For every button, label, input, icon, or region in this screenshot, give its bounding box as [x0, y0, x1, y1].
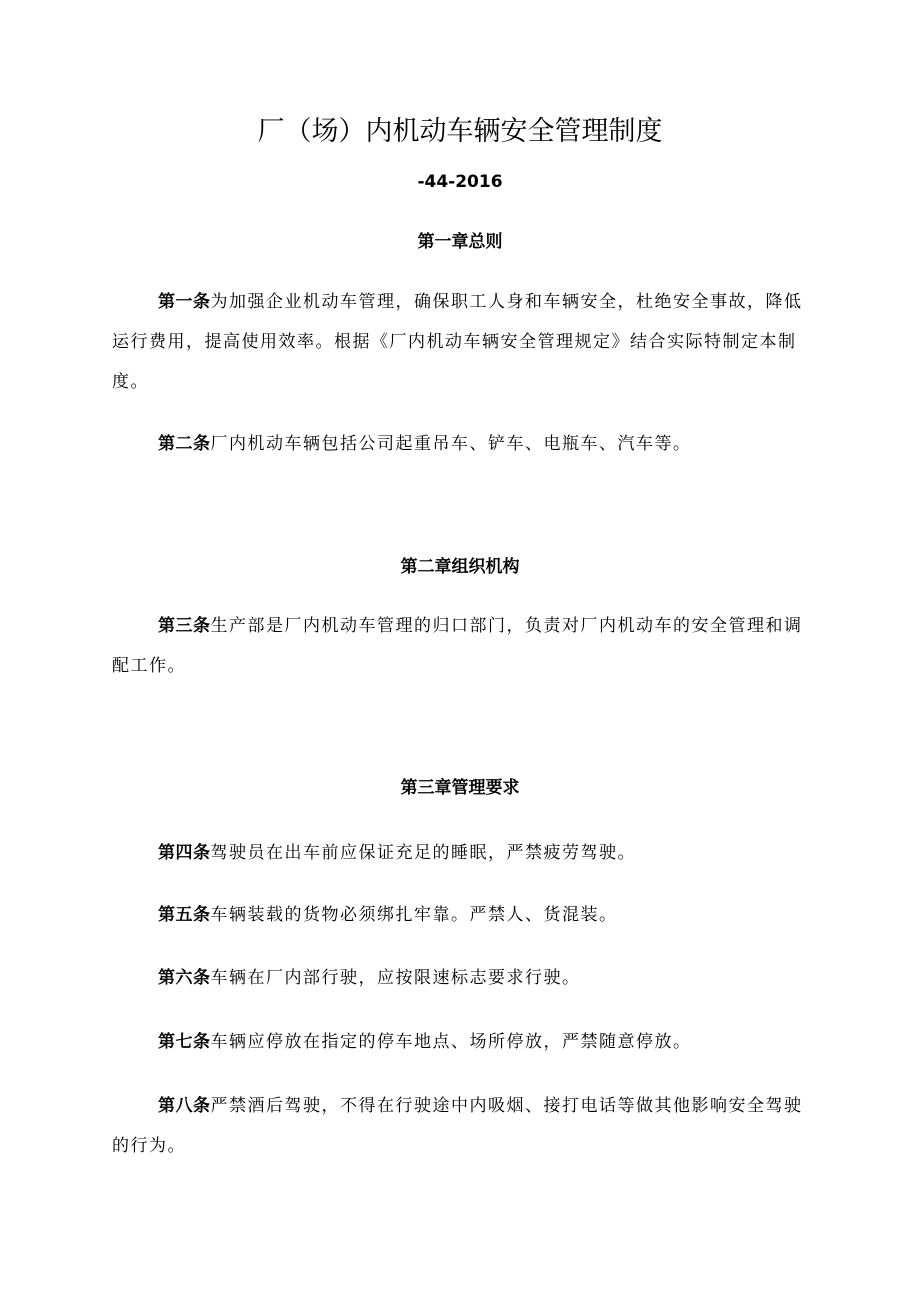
document-number: -44-2016	[417, 172, 503, 192]
chapter-heading: 第二章组织机构	[400, 557, 520, 577]
article-text: 厂内机动车辆包括公司起重吊车、铲车、电瓶车、汽车等。	[210, 434, 692, 454]
article-text: 驾驶员在出车前应保证充足的睡眠，严禁疲劳驾驶。	[210, 843, 636, 863]
article-text: 生产部是厂内机动车管理的归口部门，负责对厂内机动车的安全管理和调配工作。	[112, 616, 803, 676]
article-paragraph	[112, 1086, 812, 1166]
article-text: 车辆装载的货物必须绑扎牢靠。严禁人、货混装。	[210, 905, 618, 925]
article-label: 第四条	[158, 843, 211, 863]
article-paragraph	[112, 606, 812, 686]
article-label: 第六条	[158, 968, 211, 988]
article-paragraph	[112, 833, 812, 873]
article-paragraph	[112, 1022, 812, 1062]
article-label: 第八条	[158, 1096, 211, 1116]
article-paragraph	[112, 958, 812, 998]
article-label: 第七条	[158, 1032, 211, 1052]
article-label: 第一条	[158, 292, 211, 312]
article-paragraph	[112, 895, 812, 935]
chapter-heading: 第一章总则	[417, 232, 503, 252]
article-label: 第三条	[158, 616, 211, 636]
article-paragraph	[112, 424, 812, 464]
article-label: 第二条	[158, 434, 211, 454]
article-text: 车辆应停放在指定的停车地点、场所停放，严禁随意停放。	[210, 1032, 692, 1052]
article-paragraph	[112, 282, 812, 402]
article-label: 第五条	[158, 905, 211, 925]
article-text: 为加强企业机动车管理，确保职工人身和车辆安全，杜绝安全事故，降低运行费用，提高使用效率。根据《厂内机动车辆安全管理规定》结合实际特制定本制度。	[112, 292, 803, 392]
document-title: 厂（场）内机动车辆安全管理制度	[257, 116, 663, 147]
article-text: 严禁酒后驾驶，不得在行驶途中内吸烟、接打电话等做其他影响安全驾驶的行为。	[112, 1096, 803, 1156]
chapter-heading: 第三章管理要求	[400, 778, 520, 798]
article-text: 车辆在厂内部行驶，应按限速标志要求行驶。	[210, 968, 581, 988]
